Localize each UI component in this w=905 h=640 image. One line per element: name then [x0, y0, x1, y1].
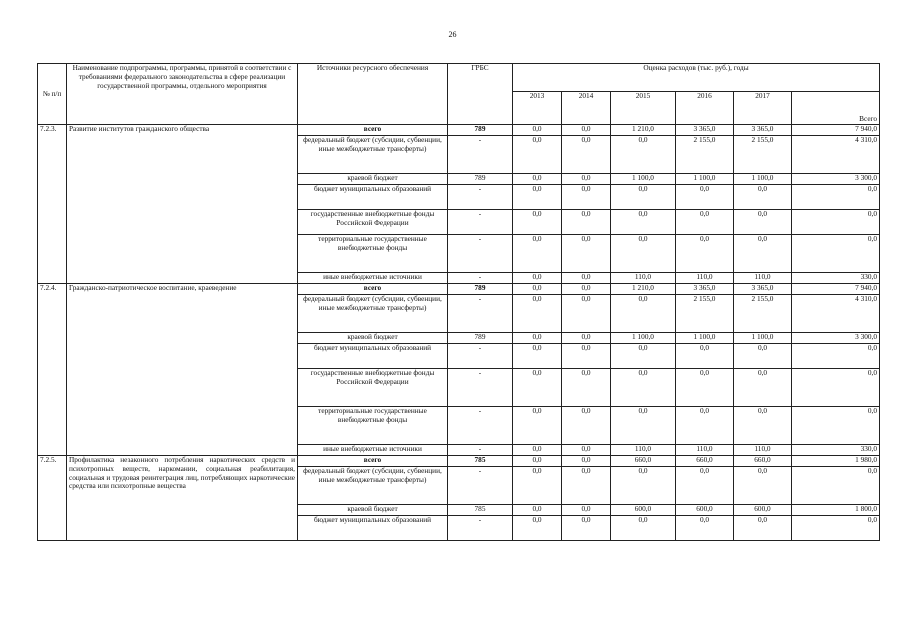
grbs-code: 785 [448, 505, 513, 516]
value-total: 0,0 [792, 235, 880, 273]
value-total: 330,0 [792, 445, 880, 456]
value-year: 0,0 [676, 407, 734, 445]
value-total: 330,0 [792, 273, 880, 284]
grbs-code: 789 [448, 125, 513, 136]
header-num: № п/п [38, 64, 67, 125]
value-year: 0,0 [676, 210, 734, 235]
source-name: иные внебюджетные источники [298, 273, 448, 284]
source-name: территориальные государственные внебюджетные фонды [298, 235, 448, 273]
value-year: 110,0 [734, 445, 792, 456]
value-year: 0,0 [611, 516, 676, 541]
value-year: 600,0 [611, 505, 676, 516]
value-year: 0,0 [676, 344, 734, 369]
value-year: 0,0 [562, 516, 611, 541]
source-name: федеральный бюджет (субсидии, субвенции, иные межбюджетные трансферты) [298, 295, 448, 333]
value-year: 0,0 [513, 125, 562, 136]
value-year: 0,0 [676, 467, 734, 505]
value-year: 0,0 [562, 369, 611, 407]
value-year: 0,0 [676, 185, 734, 210]
value-total: 0,0 [792, 210, 880, 235]
value-year: 110,0 [676, 273, 734, 284]
source-total: всего [298, 456, 448, 467]
value-year: 0,0 [676, 369, 734, 407]
grbs-code: - [448, 344, 513, 369]
value-year: 0,0 [562, 333, 611, 344]
source-name: бюджет муниципальных образований [298, 185, 448, 210]
value-year: 110,0 [611, 273, 676, 284]
value-total: 7 940,0 [792, 284, 880, 295]
value-year: 110,0 [734, 273, 792, 284]
value-year: 1 100,0 [676, 174, 734, 185]
source-name: краевой бюджет [298, 174, 448, 185]
source-name: иные внебюджетные источники [298, 445, 448, 456]
budget-table [37, 63, 880, 541]
section-number: 7.2.4. [38, 284, 67, 456]
grbs-code: 785 [448, 456, 513, 467]
grbs-code: - [448, 235, 513, 273]
value-year: 1 210,0 [611, 125, 676, 136]
value-year: 0,0 [562, 125, 611, 136]
grbs-code: - [448, 136, 513, 174]
value-year: 0,0 [611, 235, 676, 273]
value-year: 3 365,0 [734, 125, 792, 136]
value-year: 0,0 [734, 369, 792, 407]
value-year: 1 100,0 [734, 174, 792, 185]
value-year: 110,0 [676, 445, 734, 456]
value-year: 0,0 [562, 295, 611, 333]
source-name: бюджет муниципальных образований [298, 516, 448, 541]
value-total: 4 310,0 [792, 295, 880, 333]
value-year: 0,0 [734, 516, 792, 541]
value-year: 0,0 [734, 467, 792, 505]
value-year: 0,0 [513, 445, 562, 456]
value-year: 0,0 [562, 185, 611, 210]
value-year: 0,0 [513, 505, 562, 516]
value-year: 2 155,0 [676, 136, 734, 174]
value-year: 0,0 [513, 136, 562, 174]
value-year: 600,0 [734, 505, 792, 516]
section-name: Гражданско-патриотическое воспитание, краеведение [67, 284, 298, 456]
value-year: 600,0 [676, 505, 734, 516]
value-year: 0,0 [513, 369, 562, 407]
value-year: 0,0 [611, 369, 676, 407]
table-row [38, 456, 880, 467]
value-year: 1 100,0 [611, 333, 676, 344]
value-year: 0,0 [562, 467, 611, 505]
value-total: 0,0 [792, 185, 880, 210]
value-year: 0,0 [513, 185, 562, 210]
value-year: 3 365,0 [734, 284, 792, 295]
value-year: 0,0 [562, 407, 611, 445]
value-year: 0,0 [513, 344, 562, 369]
value-total: 3 300,0 [792, 333, 880, 344]
source-name: краевой бюджет [298, 505, 448, 516]
value-year: 0,0 [562, 445, 611, 456]
source-name: бюджет муниципальных образований [298, 344, 448, 369]
value-year: 1 100,0 [676, 333, 734, 344]
source-name: краевой бюджет [298, 333, 448, 344]
value-year: 2 155,0 [734, 136, 792, 174]
value-year: 0,0 [676, 235, 734, 273]
value-year: 0,0 [676, 516, 734, 541]
grbs-code: - [448, 467, 513, 505]
value-year: 0,0 [513, 333, 562, 344]
value-year: 1 210,0 [611, 284, 676, 295]
value-total: 7 940,0 [792, 125, 880, 136]
grbs-code: - [448, 273, 513, 284]
value-year: 0,0 [611, 185, 676, 210]
value-year: 0,0 [513, 407, 562, 445]
value-year: 660,0 [734, 456, 792, 467]
header-source: Источники ресурсного обеспечения [298, 64, 448, 125]
header-year: 2015 [611, 92, 676, 125]
table-row [38, 284, 880, 295]
value-year: 0,0 [562, 210, 611, 235]
grbs-code: 789 [448, 284, 513, 295]
value-total: 0,0 [792, 467, 880, 505]
grbs-code: - [448, 295, 513, 333]
table-row [38, 125, 880, 136]
source-total: всего [298, 125, 448, 136]
value-year: 2 155,0 [734, 295, 792, 333]
section-name: Профилактика незаконного потребления наркотических средств и психотропных веществ, наркомании, социальная реабилитация, социальная и трудовая реинтеграция лиц, потребляющих наркотические средства или психотропные вещества [67, 456, 298, 541]
value-year: 0,0 [611, 295, 676, 333]
grbs-code: - [448, 210, 513, 235]
value-year: 0,0 [562, 273, 611, 284]
value-year: 0,0 [734, 210, 792, 235]
value-year: 0,0 [734, 407, 792, 445]
source-name: федеральный бюджет (субсидии, субвенции, иные межбюджетные трансферты) [298, 136, 448, 174]
grbs-code: 789 [448, 333, 513, 344]
grbs-code: - [448, 185, 513, 210]
section-name: Развитие институтов гражданского общества [67, 125, 298, 284]
grbs-code: - [448, 407, 513, 445]
value-year: 660,0 [611, 456, 676, 467]
value-year: 0,0 [562, 174, 611, 185]
value-year: 0,0 [513, 235, 562, 273]
grbs-code: - [448, 369, 513, 407]
value-total: 1 800,0 [792, 505, 880, 516]
value-total: 3 300,0 [792, 174, 880, 185]
value-total: 0,0 [792, 516, 880, 541]
source-total: всего [298, 284, 448, 295]
value-year: 0,0 [562, 284, 611, 295]
value-total: 0,0 [792, 407, 880, 445]
value-year: 0,0 [513, 295, 562, 333]
value-year: 0,0 [611, 467, 676, 505]
header-year: 2017 [734, 92, 792, 125]
value-year: 0,0 [734, 235, 792, 273]
value-year: 0,0 [611, 407, 676, 445]
value-year: 2 155,0 [676, 295, 734, 333]
grbs-code: 789 [448, 174, 513, 185]
value-year: 0,0 [513, 456, 562, 467]
value-year: 0,0 [513, 174, 562, 185]
value-year: 0,0 [562, 456, 611, 467]
header-year: 2013 [513, 92, 562, 125]
value-year: 3 365,0 [676, 125, 734, 136]
page-number: 26 [448, 30, 457, 39]
value-year: 0,0 [513, 467, 562, 505]
grbs-code: - [448, 516, 513, 541]
value-total: 4 310,0 [792, 136, 880, 174]
source-name: территориальные государственные внебюджетные фонды [298, 407, 448, 445]
section-number: 7.2.5. [38, 456, 67, 541]
value-year: 660,0 [676, 456, 734, 467]
header-year: 2014 [562, 92, 611, 125]
grbs-code: - [448, 445, 513, 456]
value-year: 0,0 [734, 344, 792, 369]
value-year: 1 100,0 [734, 333, 792, 344]
header-name: Наименование подпрограммы, программы, принятой в соответствии с требованиями федерального законодательства в сфере реализации государственной программы, отдельного мероприятия [67, 64, 298, 125]
value-year: 0,0 [513, 210, 562, 235]
header-year: 2016 [676, 92, 734, 125]
value-year: 0,0 [562, 235, 611, 273]
section-number: 7.2.3. [38, 125, 67, 284]
value-year: 110,0 [611, 445, 676, 456]
value-year: 0,0 [562, 136, 611, 174]
value-year: 0,0 [611, 136, 676, 174]
value-year: 3 365,0 [676, 284, 734, 295]
header-grbs: ГРБС [448, 64, 513, 125]
header-estimate: Оценка расходов (тыс. руб.), годы [513, 64, 880, 92]
source-name: государственные внебюджетные фонды Российской Федерации [298, 369, 448, 407]
value-year: 0,0 [734, 185, 792, 210]
value-year: 0,0 [611, 210, 676, 235]
value-year: 0,0 [513, 273, 562, 284]
value-year: 0,0 [513, 516, 562, 541]
header-total: Всего [792, 92, 880, 125]
value-year: 0,0 [562, 344, 611, 369]
value-year: 0,0 [513, 284, 562, 295]
value-year: 1 100,0 [611, 174, 676, 185]
header-row [38, 64, 880, 92]
source-name: федеральный бюджет (субсидии, субвенции, иные межбюджетные трансферты) [298, 467, 448, 505]
value-year: 0,0 [562, 505, 611, 516]
source-name: государственные внебюджетные фонды Российской Федерации [298, 210, 448, 235]
value-total: 0,0 [792, 369, 880, 407]
value-year: 0,0 [611, 344, 676, 369]
value-total: 1 980,0 [792, 456, 880, 467]
value-total: 0,0 [792, 344, 880, 369]
